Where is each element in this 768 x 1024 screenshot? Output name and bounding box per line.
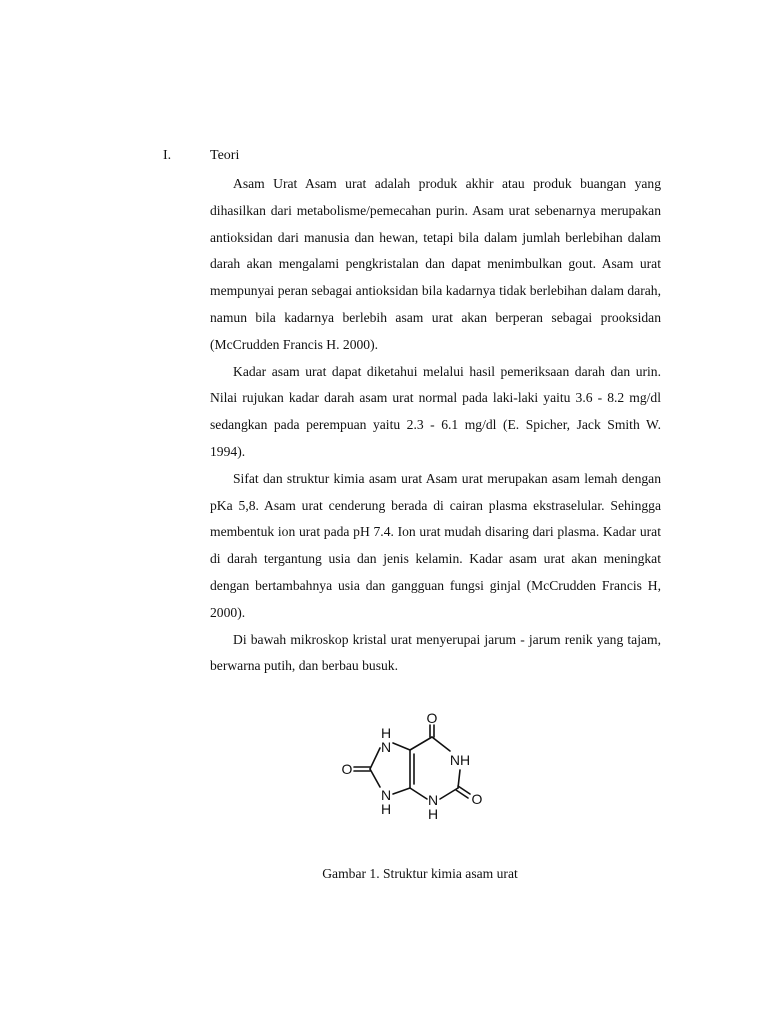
atom-n-left-top: N: [380, 739, 392, 755]
uric-acid-structure-diagram: [330, 698, 490, 826]
atom-h-left-top: H: [380, 725, 392, 741]
bond-c4-c5: [410, 737, 432, 750]
atom-o-top: O: [426, 710, 438, 726]
atom-n-left-bottom: N: [380, 787, 392, 803]
bond-n-bottom-c9: [393, 788, 410, 794]
figure-caption: Gambar 1. Struktur kimia asam urat: [322, 866, 518, 881]
uric-acid-structure-figure: [330, 698, 490, 826]
section-title: Teori: [210, 148, 240, 163]
bond-c5-n6: [432, 737, 450, 751]
atom-h-bottom: H: [427, 806, 439, 822]
atom-n-bottom: N: [427, 792, 439, 808]
bond-c-n-bottom: [370, 769, 380, 787]
bond-c4-n-top: [393, 743, 410, 750]
paragraph-definition: Asam Urat Asam urat adalah produk akhir atau produk buangan yang dihasilkan dari metabolisme/pemecahan purin. Asam urat sebenarnya merupakan antioksidan dari manusia dan hewan, tetapi bila dalam jumlah berlebihan dalam darah akan mengalami pengkristalan dan dapat menimbulkan gout. Asam urat mempunyai peran sebagai antioksidan bila kadarnya tidak berlebihan dalam darah, namun bila kadarnya berlebih asam urat akan berperan sebagai prooksidan (McCrudden Francis H. 2000).: [210, 176, 661, 352]
atom-nh-right: NH: [449, 752, 471, 768]
atom-o-left: O: [341, 761, 353, 777]
paragraph-reference-values: Kadar asam urat dapat diketahui melalui hasil pemeriksaan darah dan urin. Nilai rujukan kadar darah asam urat normal pada laki-laki yaitu 3.6 - 8.2 mg/dl sedangkan pada perempuan yaitu 2.3 - 6.1 mg/dl (E. Spicher, Jack Smith W. 1994).: [210, 363, 661, 459]
atom-o-right: O: [471, 791, 483, 807]
section-number: I.: [163, 148, 172, 163]
atom-h-left-bottom: H: [380, 801, 392, 817]
bond-n8-c9: [410, 788, 427, 799]
bond-n-top-c: [370, 748, 380, 769]
paragraph-chemical-properties: Sifat dan struktur kimia asam urat Asam urat merupakan asam lemah dengan pKa 5,8. Asam urat cenderung berada di cairan plasma ekstraselular. Sehingga membentuk ion urat pada pH 7.4. Ion urat mudah disaring dari plasma. Kadar urat di darah tergantung usia dan jenis kelamin. Kadar asam urat akan meningkat dengan bertambahnya usia dan gangguan fungsi ginjal (McCrudden Francis H, 2000).: [210, 470, 661, 620]
paragraph-microscope: Di bawah mikroskop kristal urat menyerupai jarum - jarum renik yang tajam, berwarna putih, dan berbau busuk.: [210, 631, 661, 674]
body-text: [210, 171, 661, 680]
